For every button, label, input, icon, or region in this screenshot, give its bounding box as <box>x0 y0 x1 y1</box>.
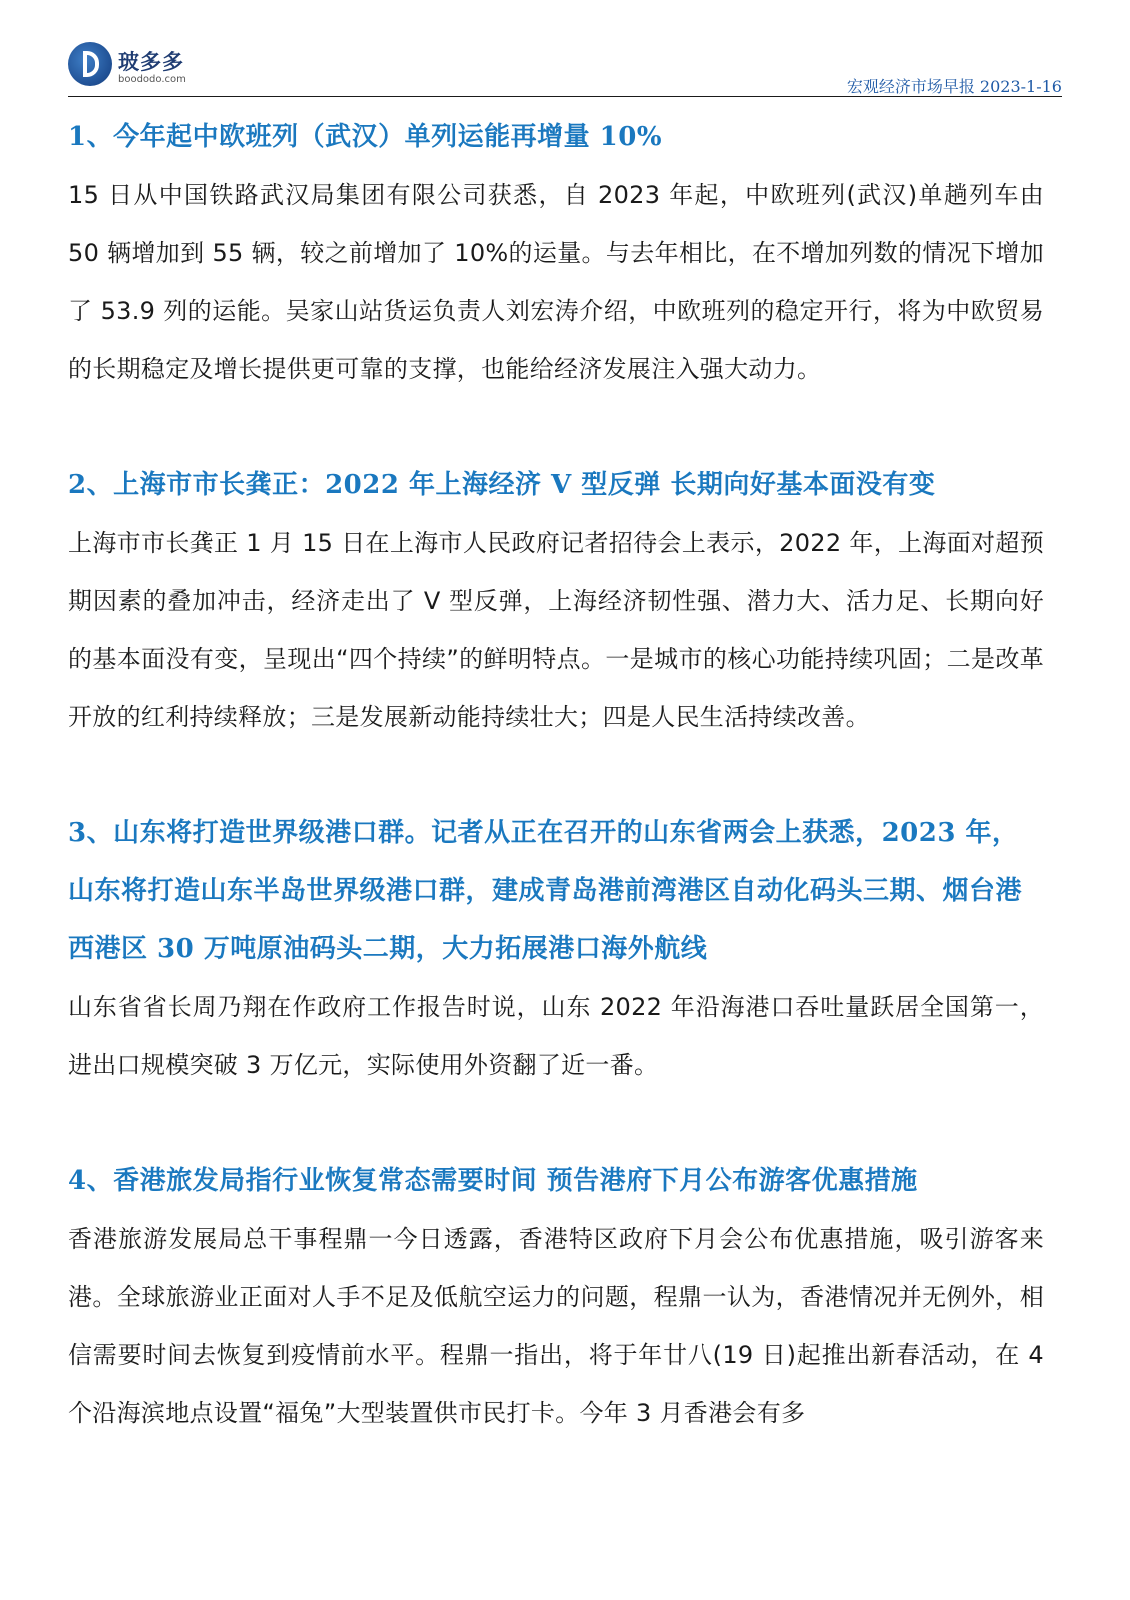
article-body: 上海市市长龚正 1 月 15 日在上海市人民政府记者招待会上表示，2022 年，上海面对超预期因素的叠加冲击，经济走出了 V 型反弹，上海经济韧性强、潜力大、活力足、长期向好的基本面没有变，呈现出“四个持续”的鲜明特点。一是城市的核心功能持续巩固；二是改革开放的红利持续释放；三是发展新动能持续壮大；四是人民生活持续改善。 <box>68 529 1044 731</box>
article-body: 香港旅游发展局总干事程鼎一今日透露，香港特区政府下月会公布优惠措施，吸引游客来港。全球旅游业正面对人手不足及低航空运力的问题，程鼎一认为，香港情况并无例外，相信需要时间去恢复到疫情前水平。程鼎一指出，将于年廿八(19 日)起推出新春活动，在 4 个沿海滨地点设置“福兔”大型装置供市民打卡。今年 3 月香港会有多 <box>68 1225 1044 1427</box>
article-4 <box>68 1152 1044 1442</box>
report-title: 宏观经济市场早报 2023-1-16 <box>846 77 1062 96</box>
article-headline: 3、山东将打造世界级港口群。记者从正在召开的山东省两会上获悉，2023 年，山东将打造山东半岛世界级港口群，建成青岛港前湾港区自动化码头三期、烟台港西港区 30 万吨原油码头二期，大力拓展港口海外航线 <box>68 818 1023 964</box>
spacer <box>68 746 1044 804</box>
article-headline: 2、上海市市长龚正：2022 年上海经济 V 型反弹 长期向好基本面没有变 <box>68 470 936 500</box>
header-divider <box>68 96 1062 97</box>
page-header <box>68 36 1062 96</box>
spacer <box>68 398 1044 456</box>
article-body: 山东省省长周乃翔在作政府工作报告时说，山东 2022 年沿海港口吞吐量跃居全国第一，进出口规模突破 3 万亿元，实际使用外资翻了近一番。 <box>68 993 1044 1079</box>
spacer <box>68 1094 1044 1152</box>
logo-name: 玻多多 <box>118 49 184 74</box>
article-headline: 1、今年起中欧班列（武汉）单列运能再增量 10% <box>68 122 663 152</box>
article-1 <box>68 108 1044 398</box>
article-list <box>68 108 1044 1442</box>
logo-mark-icon <box>68 42 112 86</box>
article-2 <box>68 456 1044 746</box>
article-headline: 4、香港旅发局指行业恢复常态需要时间 预告港府下月公布游客优惠措施 <box>68 1166 918 1196</box>
article-3 <box>68 804 1044 1094</box>
company-logo <box>68 40 198 92</box>
article-body: 15 日从中国铁路武汉局集团有限公司获悉，自 2023 年起，中欧班列(武汉)单趟列车由 50 辆增加到 55 辆，较之前增加了 10%的运量。与去年相比，在不增加列数的情况下增加了 53.9 列的运能。吴家山站货运负责人刘宏涛介绍，中欧班列的稳定开行，将为中欧贸易的长期稳定及增长提供更可靠的支撑，也能给经济发展注入强大动力。 <box>68 181 1044 383</box>
logo-domain: boododo.com <box>118 74 186 85</box>
